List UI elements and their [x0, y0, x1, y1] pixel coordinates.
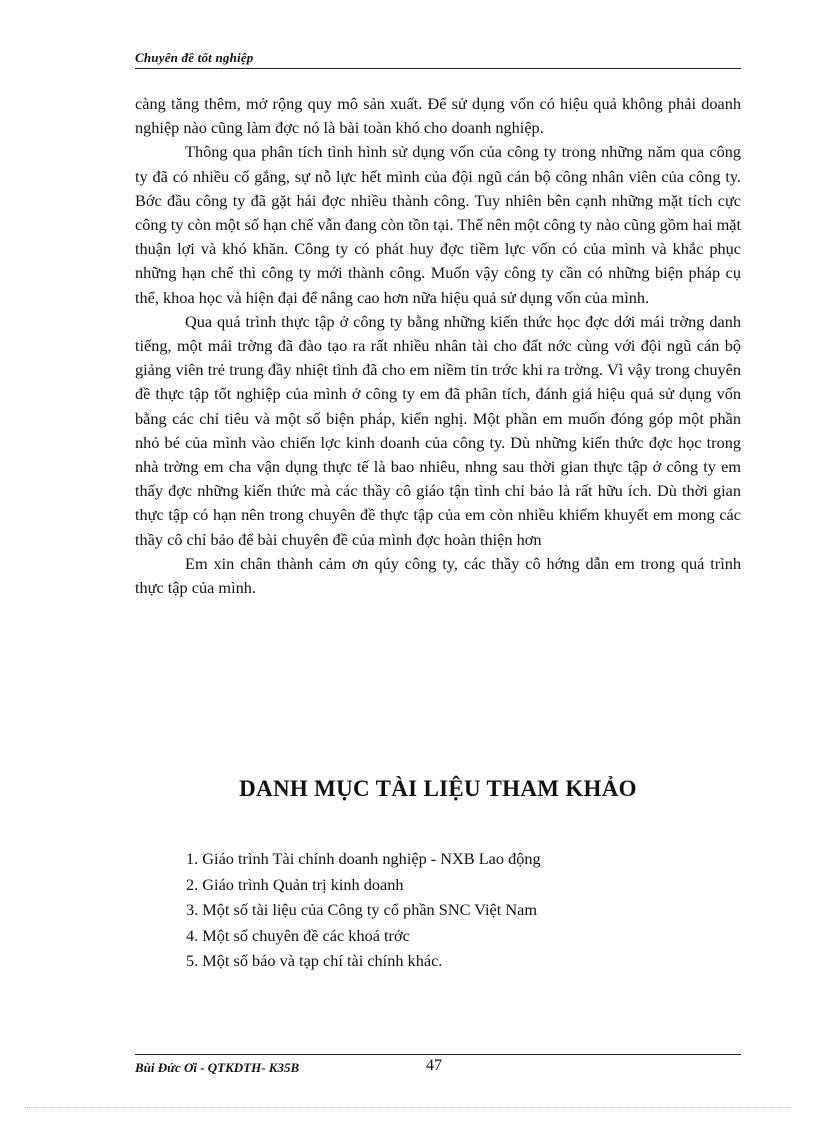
- paragraph-3: Qua quá trình thực tập ở công ty bằng những kiến thức học đợc dới mái trờng danh tiếng, một mái trờng đã đào tạo ra rất nhiều nhân tài cho đất nớc cùng với đội ngũ cán bộ giảng viên trẻ trung đầy nhiệt tình đã cho em niềm tin trớc khi ra trờng. Vì vậy trong chuyên đề thực tập tốt nghiệp của mình ở công ty em đã phân tích, đánh giá hiệu quả sử dụng vốn bằng các chỉ tiêu và một số biện pháp, kiến nghị. Một phần em muốn đóng góp một phần nhỏ bé của mình vào chiến lợc kinh doanh của công ty. Dù những kiến thức đợc học trong nhà trờng em cha vận dụng thực tế là bao nhiêu, nhng sau thời gian thực tập ở công ty em thấy đợc những kiến thức mà các thầy cô giáo tận tình chỉ bảo là rất hữu ích. Dù thời gian thực tập có hạn nên trong chuyên đề thực tập của em còn nhiều khiếm khuyết em mong các thầy cô chỉ bảo để bài chuyên đề của mình đợc hoàn thiện hơn: [135, 311, 741, 549]
- reference-item: 1. Giáo trình Tài chính doanh nghiệp - NXB Lao động: [186, 849, 541, 868]
- body-text: [135, 92, 741, 600]
- footer-author: Bùi Đức Ơi - QTKDTH- K35B: [135, 1060, 300, 1075]
- reference-item: 2. Giáo trình Quản trị kinh doanh: [186, 874, 404, 894]
- references-title: DANH MỤC TÀI LIỆU THAM KHẢO: [239, 776, 637, 801]
- page-header: [135, 48, 741, 69]
- page-footer: [135, 1054, 741, 1081]
- paragraph-4: Em xin chân thành cảm ơn qúy công ty, các thầy cô hớng dẫn em trong quá trình thực tập của mình.: [135, 553, 741, 598]
- page-bottom-divider: [24, 1107, 792, 1108]
- paragraph-2: Thông qua phân tích tình hình sử dụng vốn của công ty trong những năm qua công ty đã có nhiều cố gắng, sự nỗ lực hết mình của đội ngũ cán bộ công nhân viên của công ty. Bớc đầu công ty đã gặt hái đợc nhiều thành công. Tuy nhiên bên cạnh những mặt tích cực công ty còn một số hạn chế vẫn đang còn tồn tại. Thế nên một công ty nào cũng gồm hai mặt thuận lợi và khó khăn. Công ty có phát huy đợc tiềm lực vốn có của mình và khắc phục những hạn chế thì công ty mới thành công. Muốn vậy công ty cần có những biện pháp cụ thể, khoa học và hiện đại để nâng cao hơn nữa hiệu quả sử dụng vốn của mình.: [135, 142, 741, 307]
- reference-item: 3. Một số tài liệu của Công ty cổ phần SNC Việt Nam: [186, 900, 537, 919]
- page-number: 47: [426, 1057, 442, 1074]
- references-list: [186, 846, 726, 974]
- header-title: Chuyên đề tốt nghiệp: [135, 50, 254, 65]
- paragraph-1: càng tăng thêm, mở rộng quy mô sản xuất. Để sử dụng vốn có hiệu quả không phải doanh nghiệp nào cũng làm đợc nó là bài toàn khó cho doanh nghiệp.: [135, 94, 741, 138]
- reference-item: 4. Một số chuyên đề các khoá trớc: [186, 925, 410, 945]
- reference-item: 5. Một số báo và tạp chí tài chính khác.: [186, 951, 443, 970]
